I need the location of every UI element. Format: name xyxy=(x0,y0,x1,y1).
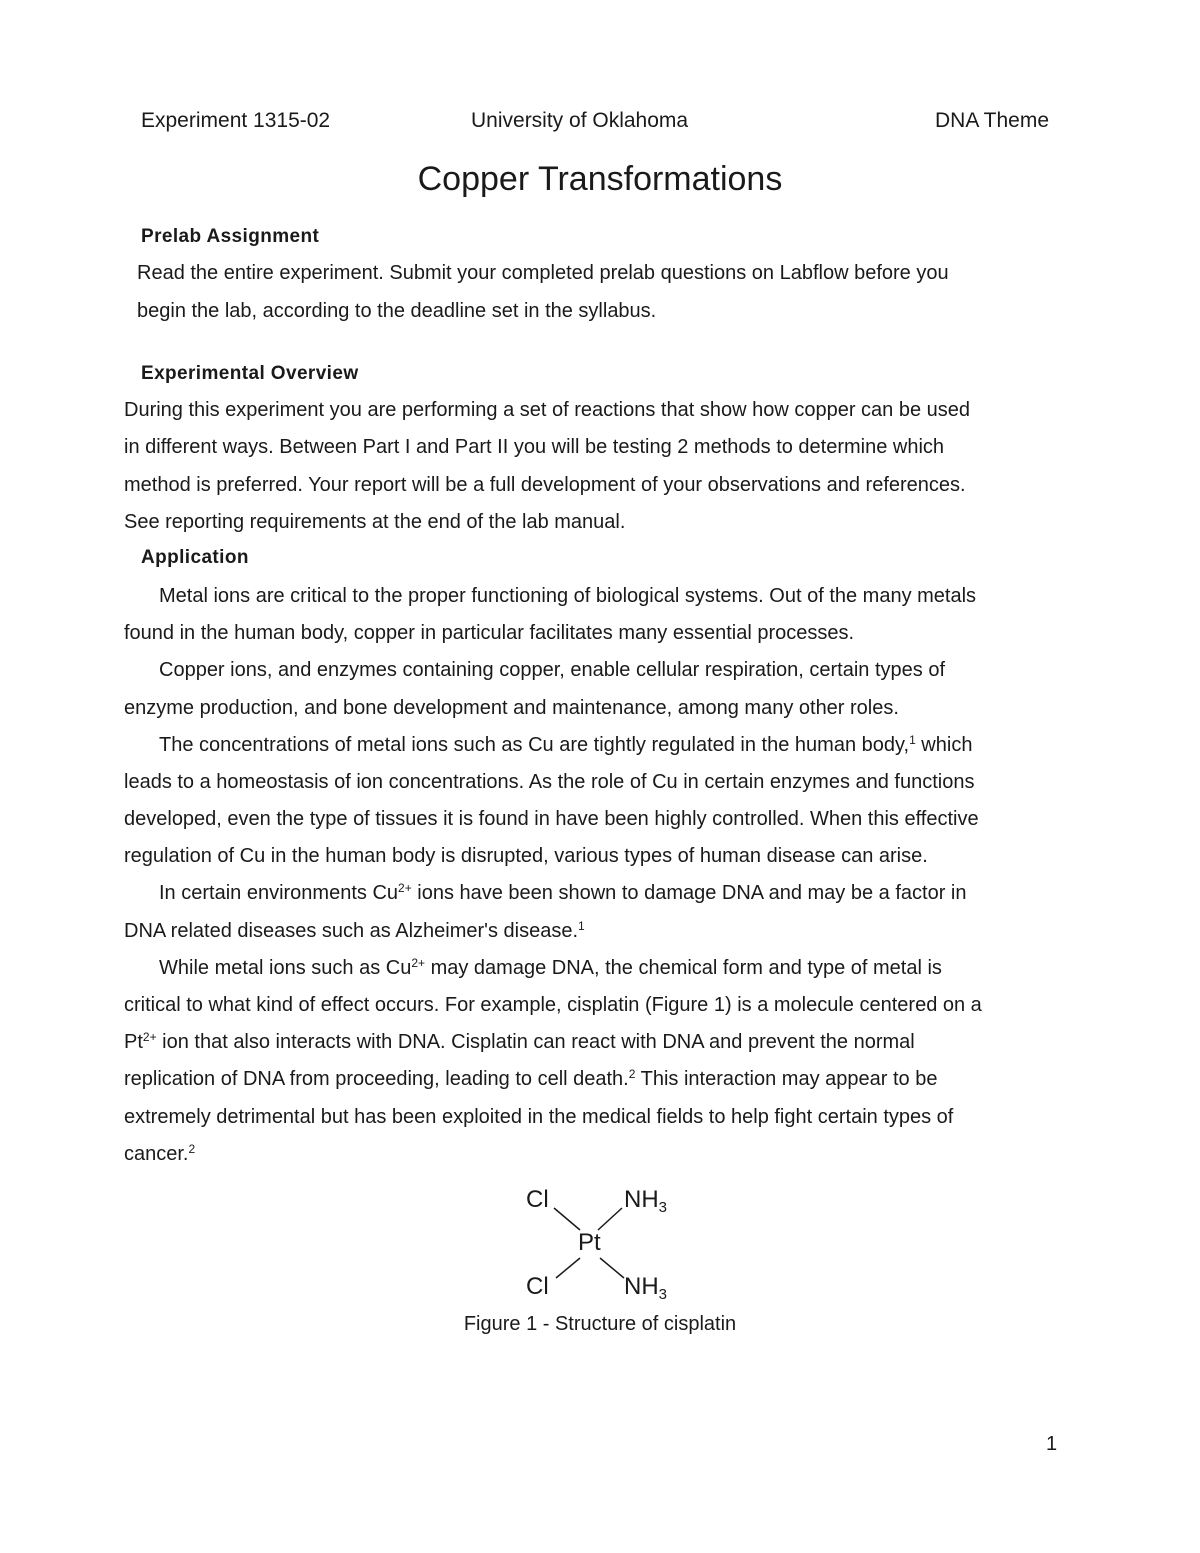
app-p4-line-1: In certain environments $Cu^{2+}$ ions have been shown to damage DNA and may be a factor in xyxy=(159,881,967,904)
citation-superscript: 2 xyxy=(628,1067,636,1081)
app-p2-line-1: Copper ions, and enzymes containing copper, enable cellular respiration, certain types of xyxy=(159,659,946,681)
app-p1-line-2: found in the human body, copper in particular facilitates many essential processes. xyxy=(124,622,855,644)
page-number: 1 xyxy=(1046,1433,1058,1455)
bond-pt-cl-bottom xyxy=(556,1258,580,1278)
app-p5-line-1: While metal ions such as $Cu^{2+}$ may damage DNA, the chemical form and type of metal is xyxy=(159,956,942,979)
overview-line-1: During this experiment you are performing a set of reactions that show how copper can be used xyxy=(124,399,971,421)
app-p1-line-1: Metal ions are critical to the proper functioning of biological systems. Out of the many metals xyxy=(159,585,977,607)
app-p5-line-2: critical to what kind of effect occurs. For example, cisplatin (Figure 1) is a molecule centered on a xyxy=(124,994,982,1016)
application-heading: Application xyxy=(141,547,249,568)
charge-superscript: 2+ xyxy=(398,881,412,895)
app-p5-line-5: extremely detrimental but has been exploited in the medical fields to help fight certain types of xyxy=(124,1106,954,1128)
charge-superscript: 2+ xyxy=(142,1030,157,1044)
header-university: University of Oklahoma xyxy=(471,109,689,132)
overview-line-4: See reporting requirements at the end of the lab manual. xyxy=(124,511,626,533)
app-p5-line-4: replication of DNA from proceeding, leading to cell death.$^2$ This interaction may appear to be xyxy=(124,1067,938,1090)
citation-superscript: 2 xyxy=(188,1142,196,1156)
chlorine-bottom-label: Cl xyxy=(526,1273,549,1300)
figure-caption: Figure 1 - Structure of cisplatin xyxy=(463,1313,737,1335)
ammine-bottom-label: $NH_3$ xyxy=(624,1273,668,1303)
app-p3-line-2: leads to a homeostasis of ion concentrations. As the role of Cu in certain enzymes and functions xyxy=(124,771,975,793)
overview-line-3: method is preferred. Your report will be a full development of your observations and references. xyxy=(124,474,966,496)
cisplatin-structure xyxy=(520,1178,690,1308)
platinum-label: Pt xyxy=(578,1229,601,1256)
header-theme: DNA Theme xyxy=(935,109,1049,132)
bond-pt-nh3-bottom xyxy=(600,1258,624,1278)
app-p5-line-3: $Pt^{2+}$ ion that also interacts with DNA. Cisplatin can react with DNA and prevent the normal xyxy=(124,1030,915,1053)
app-p3-line-3: developed, even the type of tissues it is found in have been highly controlled. When this effective xyxy=(124,808,979,830)
bond-pt-nh3-top xyxy=(598,1208,622,1230)
app-p4-line-2: DNA related diseases such as Alzheimer's disease.$^1$ xyxy=(124,919,585,942)
bond-pt-cl-top xyxy=(554,1208,580,1230)
citation-superscript: 1 xyxy=(909,733,916,747)
citation-superscript: 1 xyxy=(578,919,585,933)
overview-heading: Experimental Overview xyxy=(141,363,359,384)
app-p2-line-2: enzyme production, and bone development and maintenance, among many other roles. xyxy=(124,697,899,719)
app-p3-line-1: The concentrations of metal ions such as Cu are tightly regulated in the human body,$^1$ which xyxy=(159,733,973,756)
ammine-top-label: $NH_3$ xyxy=(624,1186,668,1216)
prelab-line-1: Read the entire experiment. Submit your completed prelab questions on Labflow before you xyxy=(137,262,949,284)
app-p5-line-6: cancer.$^2$ xyxy=(124,1142,196,1165)
page-title: Copper Transformations xyxy=(417,160,783,198)
app-p3-line-4: regulation of Cu in the human body is disrupted, various types of human disease can arise. xyxy=(124,845,928,867)
prelab-line-2: begin the lab, according to the deadline set in the syllabus. xyxy=(137,300,657,322)
header-experiment-number: Experiment 1315-02 xyxy=(141,109,331,132)
prelab-heading: Prelab Assignment xyxy=(141,226,320,247)
chlorine-top-label: Cl xyxy=(526,1186,549,1213)
overview-line-2: in different ways. Between Part I and Part II you will be testing 2 methods to determine which xyxy=(124,436,945,458)
charge-superscript: 2+ xyxy=(411,956,426,970)
